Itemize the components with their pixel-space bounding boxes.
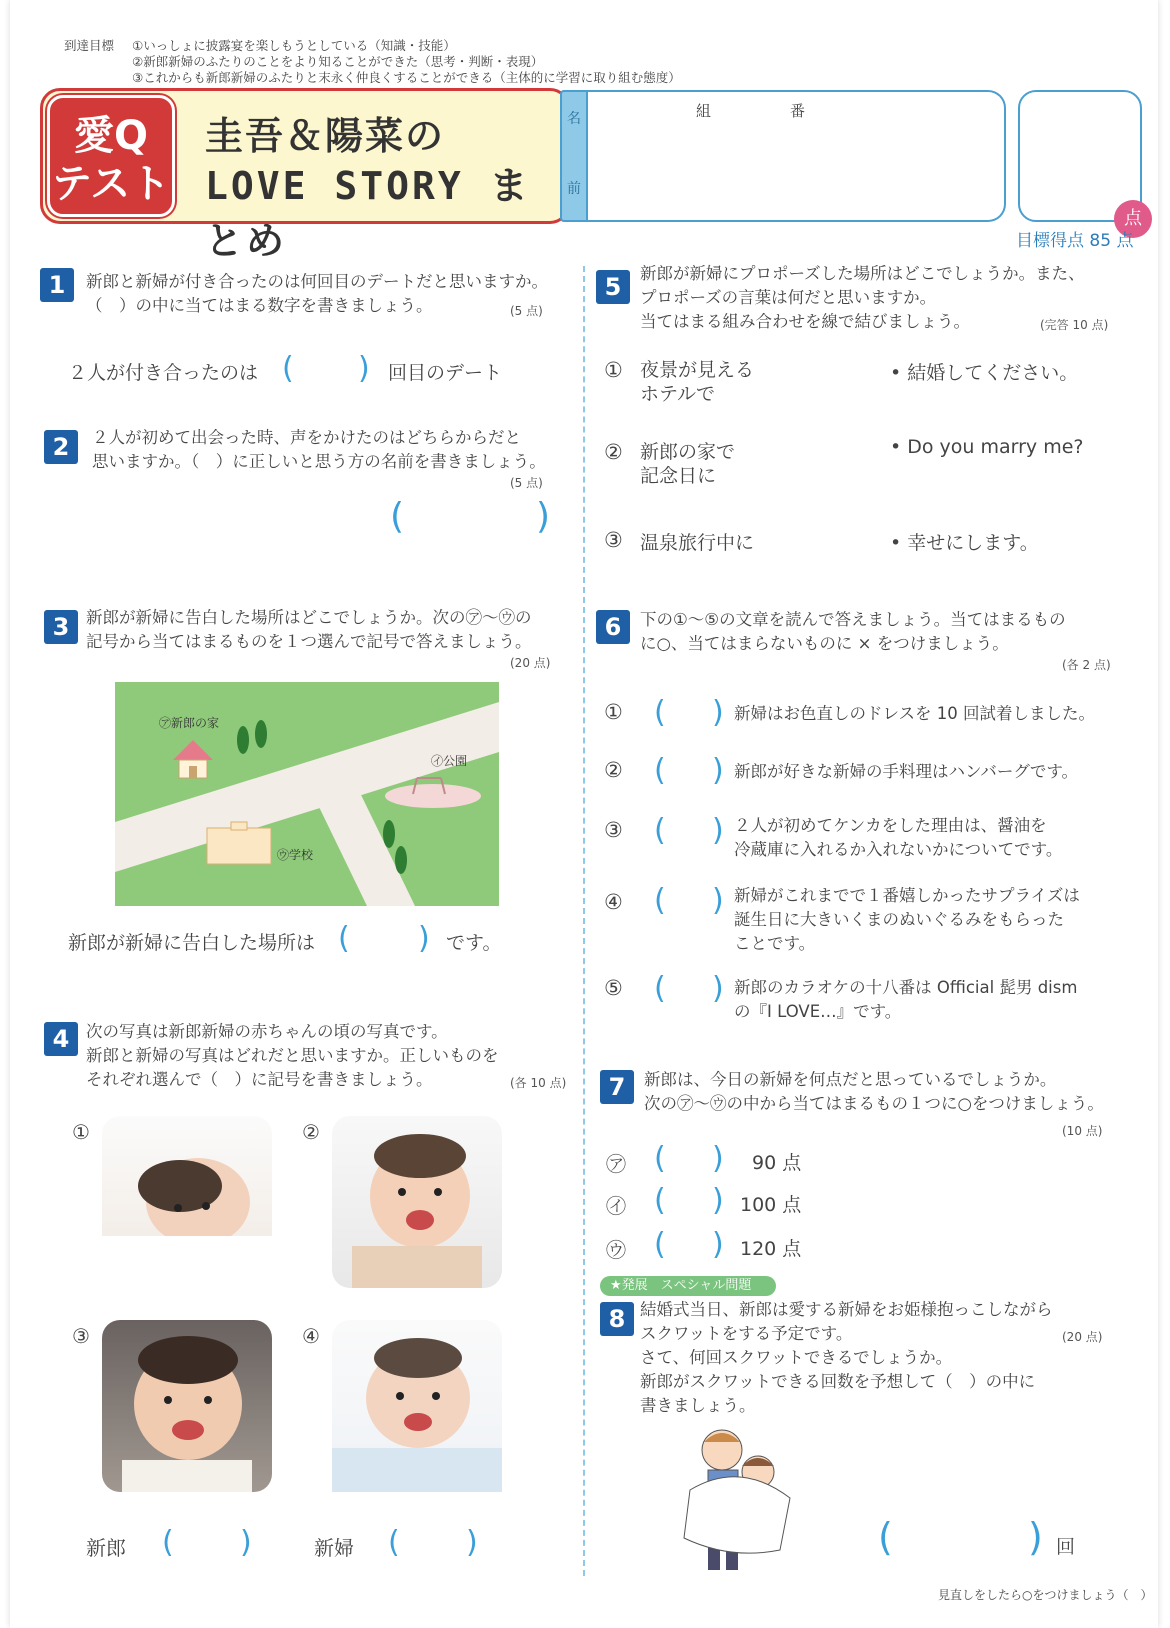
logo-line-2: テスト <box>51 161 171 207</box>
baby-photo-1 <box>102 1116 272 1288</box>
place-number: ② <box>604 440 623 464</box>
q8-line: 書きましょう。 <box>640 1396 756 1415</box>
q7-line: 次の㋐〜㋒の中から当てはまるもの１つに○をつけましょう。 <box>644 1094 1104 1113</box>
q4-line: 新郎と新婦の写真はどれだと思いますか。正しいものを <box>86 1046 499 1065</box>
place-number: ① <box>604 358 623 382</box>
question-3-text <box>86 606 532 654</box>
q8-line: さて、何回スクワットできるでしょうか。 <box>640 1348 953 1367</box>
q2-points: (5 点) <box>510 476 543 490</box>
map-label-park: ㋑公園 <box>431 754 468 768</box>
q8-unit: 回 <box>1056 1536 1076 1558</box>
q7-option-2-blank[interactable]: ( <box>654 1183 666 1218</box>
q6-item-line: 新婦はお色直しのドレスを 10 回試着しました。 <box>734 704 1095 723</box>
q6-item-2-text <box>734 760 1078 784</box>
paren-close: ) <box>712 971 724 1006</box>
question-number-1: 1 <box>40 268 74 302</box>
place-line: ホテルで <box>640 383 716 405</box>
place-line: 新郎の家で <box>640 441 736 463</box>
question-number-8: 8 <box>600 1302 634 1336</box>
baby-photo-2 <box>332 1116 502 1288</box>
proposal-word-2[interactable]: • Do you marry me? <box>890 436 1084 458</box>
q7-points: (10 点) <box>1062 1124 1103 1138</box>
question-6-text <box>640 608 1066 656</box>
name-label-char: 前 <box>567 181 581 197</box>
q5-line: 新郎が新婦にプロポーズした場所はどこでしょうか。また、 <box>640 264 1085 283</box>
q4-points: (各 10 点) <box>510 1076 567 1090</box>
q8-line: スクワットをする予定です。 <box>640 1324 853 1343</box>
worksheet-page <box>10 0 1158 1628</box>
q6-item-number: ② <box>604 758 623 782</box>
q8-line: 新郎がスクワットできる回数を予想して（ ）の中に <box>640 1372 1036 1391</box>
q7-option-mark: ㋑ <box>606 1194 626 1218</box>
q6-item-line: ことです。 <box>734 934 816 953</box>
paren-close: ) <box>712 1183 724 1218</box>
photo-label-3: ③ <box>72 1324 90 1348</box>
paren-close: ) <box>1028 1515 1043 1559</box>
q6-item-line: 新婦がこれまでで１番嬉しかったサプライズは <box>734 886 1080 905</box>
target-score: 目標得点 85 点 <box>1016 231 1134 251</box>
question-number-5: 5 <box>596 270 630 304</box>
q3-answer-suffix: です。 <box>446 932 502 954</box>
title-line-1: 圭吾＆陽菜の <box>205 114 446 158</box>
place-line: 記念日に <box>640 465 717 487</box>
paren-close: ) <box>358 351 370 386</box>
place-3: 温泉旅行中に <box>640 532 755 554</box>
q2-line: 思いますか。（ ）に正しいと思う方の名前を書きましょう。 <box>92 452 546 471</box>
q3-answer-blank[interactable]: ( <box>338 921 350 956</box>
q8-line: 結婚式当日、新郎は愛する新婦をお姫様抱っこしながら <box>640 1300 1053 1319</box>
question-number-4: 4 <box>44 1022 78 1056</box>
q6-item-5-text <box>734 976 1077 1024</box>
place-number: ③ <box>604 528 623 552</box>
question-5-text <box>640 262 1085 334</box>
q2-answer-blank[interactable]: ( <box>390 496 405 537</box>
baby-photo-3 <box>102 1320 272 1492</box>
place-line: 夜景が見える <box>640 359 755 381</box>
q3-line: 記号から当てはまるものを１つ選んで記号で答えましょう。 <box>86 632 532 651</box>
q6-item-1-text <box>734 702 1095 726</box>
name-label-bar <box>560 90 588 222</box>
q2-line: ２人が初めて出会った時、声をかけたのはどちらからだと <box>92 428 521 447</box>
score-unit-badge: 点 <box>1114 200 1152 238</box>
q6-item-line: 新郎のカラオケの十八番は Official 髭男 dism <box>734 978 1078 997</box>
proposal-map <box>115 682 499 906</box>
q8-points: (20 点) <box>1062 1330 1103 1344</box>
question-4-text <box>86 1020 499 1092</box>
q6-item-2-blank[interactable]: ( <box>654 753 666 788</box>
q6-item-line: 誕生日に大きいくまのぬいぐるみをもらった <box>734 910 1064 929</box>
q6-item-1-blank[interactable]: ( <box>654 695 666 730</box>
q3-points: (20 点) <box>510 656 551 670</box>
special-question-badge: ★発展 スペシャル問題 <box>600 1276 776 1296</box>
q6-item-number: ④ <box>604 890 623 914</box>
groom-answer-blank[interactable]: ( <box>162 1525 174 1560</box>
q3-answer-prefix: 新郎が新婦に告白した場所は <box>68 932 316 954</box>
q5-line: 当てはまる組み合わせを線で結びましょう。 <box>640 312 970 331</box>
place-1 <box>640 358 754 406</box>
q6-item-number: ⑤ <box>604 976 623 1000</box>
paren-close: ) <box>418 921 430 956</box>
q6-item-4-text <box>734 884 1080 956</box>
q7-option-value: 120 点 <box>740 1238 802 1260</box>
q4-line: 次の写真は新郎新婦の赤ちゃんの頃の写真です。 <box>86 1022 448 1041</box>
paren-close: ) <box>712 883 724 918</box>
q7-option-value: 100 点 <box>740 1194 802 1216</box>
paren-close: ) <box>712 695 724 730</box>
logo-line-1: 愛Q <box>73 113 148 159</box>
school-icon <box>207 822 271 864</box>
house-icon <box>173 740 213 778</box>
q7-option-mark: ㋐ <box>606 1152 626 1176</box>
question-number-2: 2 <box>44 430 78 464</box>
number-label: 番 <box>790 102 806 120</box>
paren-close: ) <box>712 753 724 788</box>
q6-line: に○、当てはまらないものに × をつけましょう。 <box>640 634 1009 653</box>
paren-close: ) <box>712 1227 724 1262</box>
photo-label-1: ① <box>72 1120 90 1144</box>
q6-item-3-blank[interactable]: ( <box>654 813 666 848</box>
question-number-6: 6 <box>596 610 630 644</box>
ai-q-test-logo <box>47 95 175 217</box>
class-label: 組 <box>696 102 712 120</box>
groom-carrying-bride-illustration <box>670 1420 810 1580</box>
title-line-2: LOVE STORY まとめ <box>205 164 531 263</box>
q6-points: (各 2 点) <box>1062 658 1111 672</box>
q1-line: （ ）の中に当てはまる数字を書きましょう。 <box>86 296 433 315</box>
question-number-3: 3 <box>44 610 78 644</box>
q4-line: それぞれ選んで（ ）に記号を書きましょう。 <box>86 1070 433 1089</box>
q6-item-line: の『I LOVE…』です。 <box>734 1002 902 1021</box>
question-2-text <box>92 426 546 474</box>
q6-item-line: ２人が初めてケンカをした理由は、醤油を <box>734 816 1047 835</box>
q6-item-4-blank[interactable]: ( <box>654 883 666 918</box>
q5-points: (完答 10 点) <box>1040 318 1109 332</box>
q7-line: 新郎は、今日の新婦を何点だと思っているでしょうか。 <box>644 1070 1057 1089</box>
paren-close: ) <box>466 1525 478 1560</box>
map-label-house: ㋐新郎の家 <box>159 716 220 730</box>
q8-answer-blank[interactable]: ( <box>878 1515 893 1559</box>
q6-item-5-blank[interactable]: ( <box>654 971 666 1006</box>
baby-photo-4 <box>332 1320 502 1492</box>
place-2 <box>640 440 735 488</box>
proposal-word-1[interactable]: • 結婚してください。 <box>890 362 1079 384</box>
q6-item-number: ① <box>604 700 623 724</box>
proposal-word-3[interactable]: • 幸せにします。 <box>890 532 1039 554</box>
question-1-text <box>86 270 548 318</box>
q1-line: 新郎と新婦が付き合ったのは何回目のデートだと思いますか。 <box>86 272 548 291</box>
question-number-7: 7 <box>600 1070 634 1104</box>
q1-points: (5 点) <box>510 304 543 318</box>
q7-option-mark: ㋒ <box>606 1238 626 1262</box>
question-8-text <box>640 1298 1053 1418</box>
q6-line: 下の①〜⑤の文章を読んで答えましょう。当てはまるもの <box>640 610 1066 629</box>
goals-label: 到達目標 <box>64 38 115 53</box>
map-label-school: ㋒学校 <box>277 848 314 862</box>
name-field[interactable] <box>586 90 1006 222</box>
q6-item-line: 新郎が好きな新婦の手料理はハンバーグです。 <box>734 762 1079 781</box>
goal-item: ②新郎新婦のふたりのことをより知ることができた（思考・判断・表現） <box>132 54 544 69</box>
goal-item: ①いっしょに披露宴を楽しもうとしている（知識・技能） <box>132 38 456 53</box>
learning-goals <box>64 38 681 86</box>
q7-option-1-blank[interactable]: ( <box>654 1141 666 1176</box>
q7-option-3-blank[interactable]: ( <box>654 1227 666 1262</box>
q6-item-3-text <box>734 814 1062 862</box>
paren-close: ) <box>712 1141 724 1176</box>
q6-item-line: 冷蔵庫に入れるか入れないかについてです。 <box>734 840 1063 859</box>
name-label-char: 名 <box>567 111 581 127</box>
review-checkbox-note[interactable]: 見直しをしたら○をつけましょう（ ） <box>938 1588 1153 1602</box>
q7-option-value: 90 点 <box>752 1152 802 1174</box>
paren-close: ) <box>240 1525 252 1560</box>
paren-close: ) <box>536 496 551 537</box>
q1-answer-suffix: 回目のデート <box>388 362 503 384</box>
column-divider <box>583 266 585 1576</box>
photo-label-2: ② <box>302 1120 320 1144</box>
question-7-text <box>644 1068 1104 1116</box>
bride-answer-blank[interactable]: ( <box>388 1525 400 1560</box>
q3-line: 新郎が新婦に告白した場所はどこでしょうか。次の㋐〜㋒の <box>86 608 532 627</box>
q6-item-number: ③ <box>604 818 623 842</box>
goal-item: ③これからも新郎新婦のふたりと末永く仲良くすることができる（主体的に学習に取り組む態度） <box>132 70 681 85</box>
q1-answer-blank[interactable]: ( <box>282 351 294 386</box>
groom-label: 新郎 <box>86 1536 126 1560</box>
q1-answer-prefix: ２人が付き合ったのは <box>68 362 259 384</box>
title-banner <box>40 88 570 263</box>
photo-label-4: ④ <box>302 1324 320 1348</box>
bride-label: 新婦 <box>314 1536 354 1560</box>
q5-line: プロポーズの言葉は何だと思いますか。 <box>640 288 937 307</box>
paren-close: ) <box>712 813 724 848</box>
